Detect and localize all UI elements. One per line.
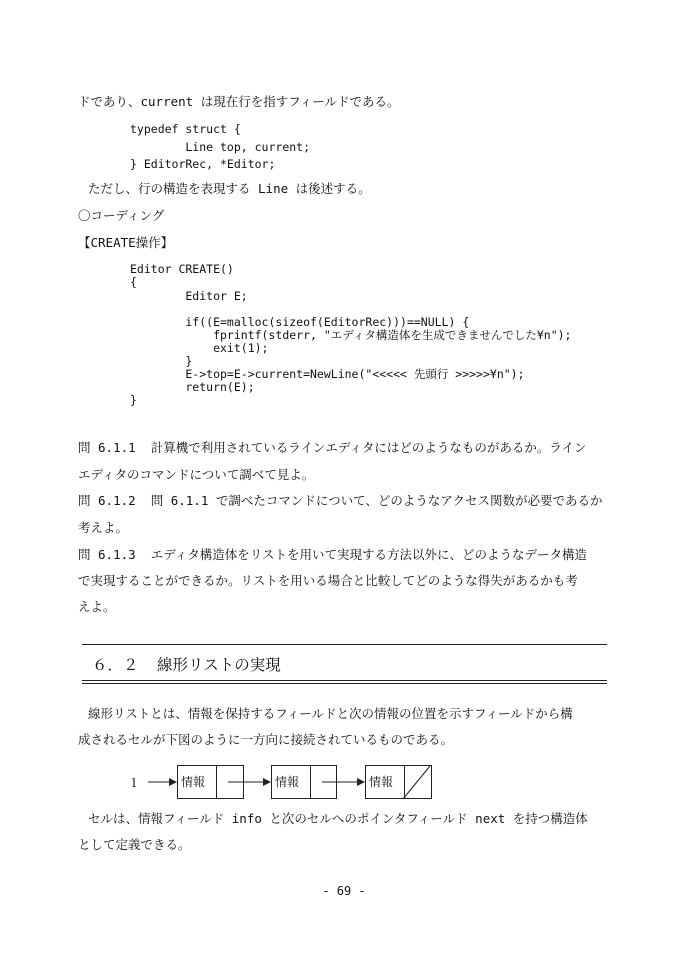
list-node-last (365, 765, 432, 799)
code-line: Editor E; (130, 289, 248, 303)
code-line: { (130, 275, 137, 289)
question-line: で実現することができるか。リストを用いる場合と比較してどのような得失があるかも考 (78, 573, 578, 588)
question-line: 問 6.1.2 問 6.1.1 で調べたコマンドについて、どのようなアクセス関数が必要であるか (78, 493, 603, 508)
question-line: えよ。 (78, 599, 116, 614)
code-line: fprintf(stderr, "エディタ構造体を生成できませんでした¥n"); (130, 328, 572, 342)
typedef-line: Line top, current; (130, 140, 311, 154)
closing-line: セルは、情報フィールド info と次のセルへのポインタフィールド next を持つ構造体 (88, 811, 588, 826)
closing-line: として定義できる。 (78, 837, 191, 852)
question-line: 問 6.1.1 計算機で利用されているラインエディタにはどのようなものがあるか。ライン (78, 440, 587, 455)
typedef-line: typedef struct { (130, 122, 241, 136)
code-line: exit(1); (130, 341, 269, 355)
code-line: } (130, 393, 137, 407)
create-heading: 【CREATE操作】 (78, 235, 174, 250)
note-line: ただし、行の構造を表現する Line は後述する。 (88, 181, 371, 196)
question-line: エディタのコマンドについて調べて見よ。 (78, 467, 315, 482)
question-line: 問 6.1.3 エディタ構造体をリストを用いて実現する方法以外に、どのようなデータ構造 (78, 547, 587, 562)
section-title: 線形リストの実現 (157, 656, 281, 674)
code-line: E->top=E->current=NewLine("<<<<< 先頭行 >>>>>¥n"); (130, 367, 525, 381)
page-number: - 69 - (322, 884, 366, 898)
intro-line: ドであり、current は現在行を指すフィールドである。 (78, 94, 400, 109)
body-line: 線形リストとは、情報を保持するフィールドと次の情報の位置を示すフィールドから構 (88, 706, 573, 721)
typedef-line: } EditorRec, *Editor; (130, 157, 276, 171)
code-line: Editor CREATE() (130, 262, 234, 276)
node-info-field: 情報 (366, 766, 405, 798)
code-line: if((E=malloc(sizeof(EditorRec)))==NULL) { (130, 315, 470, 329)
code-line: } (130, 354, 193, 368)
node-info-field: 情報 (178, 766, 217, 798)
section-number: ６．２ (92, 656, 139, 674)
list-node (177, 765, 244, 799)
head-pointer-label: l (132, 775, 136, 790)
code-line: return(E); (130, 380, 255, 394)
question-line: 考えよ。 (78, 520, 129, 535)
coding-heading: 〇コーディング (78, 208, 165, 223)
node-info-field: 情報 (272, 766, 311, 798)
list-node (271, 765, 337, 799)
body-line: 成されるセルが下図のように一方向に接続されているものである。 (78, 732, 454, 747)
